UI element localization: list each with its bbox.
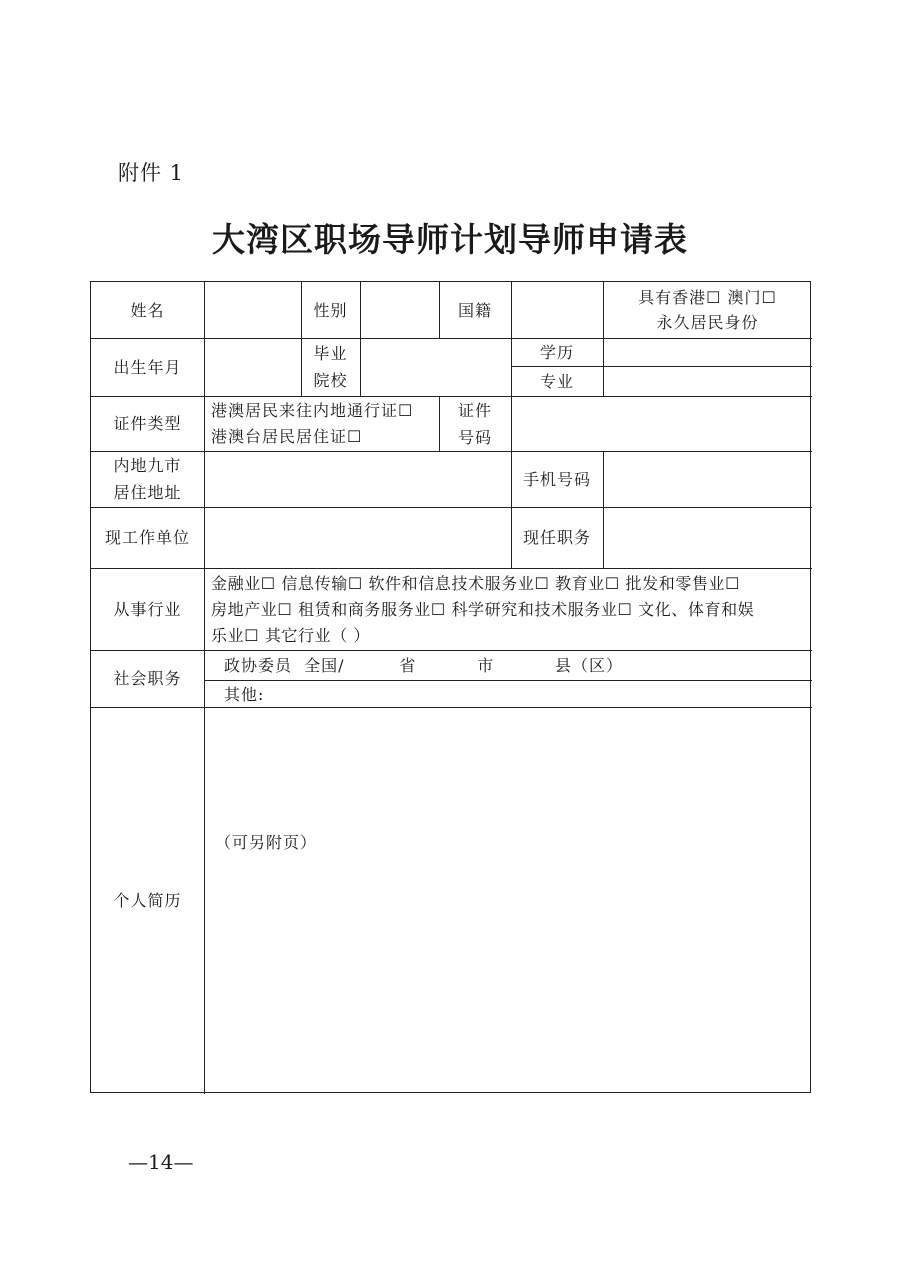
row-divider (204, 680, 812, 681)
industry-line-3[interactable]: 乐业☐ 其它行业（ ） (211, 626, 371, 645)
social-line-1: 政协委员 全国/ 省 市 县（区） (224, 656, 624, 675)
col-divider (511, 282, 512, 338)
birth-label: 出生年月 (113, 357, 182, 377)
col-divider (511, 396, 512, 451)
col-divider (204, 282, 205, 1094)
id-type-label: 证件类型 (113, 414, 182, 433)
attachment-label: 附件 1 (118, 161, 185, 185)
id-number-label (439, 396, 511, 451)
social-line-2: 其他: (224, 685, 265, 704)
col-divider (603, 338, 604, 396)
resume-label: 个人简历 (113, 891, 182, 910)
address-label-line1: 内地九市 (113, 456, 182, 475)
industry-label: 从事行业 (113, 599, 182, 619)
id-option-2[interactable]: 港澳台居民居住证☐ (211, 427, 363, 446)
page-title: 大湾区职场导师计划导师申请表 (212, 220, 688, 259)
name-label: 姓名 (130, 300, 165, 320)
address-label-line2: 居住地址 (113, 483, 182, 502)
resume-note: （可另附页） (215, 833, 318, 852)
nationality-label: 国籍 (457, 300, 492, 320)
id-number-line2: 号码 (457, 427, 492, 447)
position-label: 现任职务 (522, 528, 591, 547)
education-label: 学历 (539, 342, 574, 362)
major-label: 专业 (539, 371, 574, 391)
hk-macau-residency (603, 282, 812, 338)
gender-label: 性别 (313, 300, 348, 320)
phone-label: 手机号码 (522, 469, 591, 489)
col-divider (360, 282, 361, 396)
id-number-line1: 证件 (457, 400, 492, 420)
social-label: 社会职务 (113, 669, 182, 688)
school-label (301, 338, 360, 396)
hk-macau-line1: 具有香港☐ 澳门☐ (638, 288, 777, 307)
application-form (90, 281, 811, 1093)
page-number: —14— (128, 1150, 194, 1174)
hk-macau-line2: 永久居民身份 (656, 313, 759, 332)
school-label-line2: 院校 (313, 371, 348, 390)
id-option-1[interactable]: 港澳居民来往内地通行证☐ (211, 401, 414, 420)
address-label (91, 451, 204, 507)
employer-label: 现工作单位 (104, 528, 190, 547)
industry-line-2[interactable]: 房地产业☐ 租赁和商务服务业☐ 科学研究和技术服务业☐ 文化、体育和娱 (211, 600, 755, 619)
col-divider (603, 451, 604, 568)
industry-line-1[interactable]: 金融业☐ 信息传输☐ 软件和信息技术服务业☐ 教育业☐ 批发和零售业☐ (211, 574, 741, 593)
school-label-line1: 毕业 (313, 344, 348, 363)
